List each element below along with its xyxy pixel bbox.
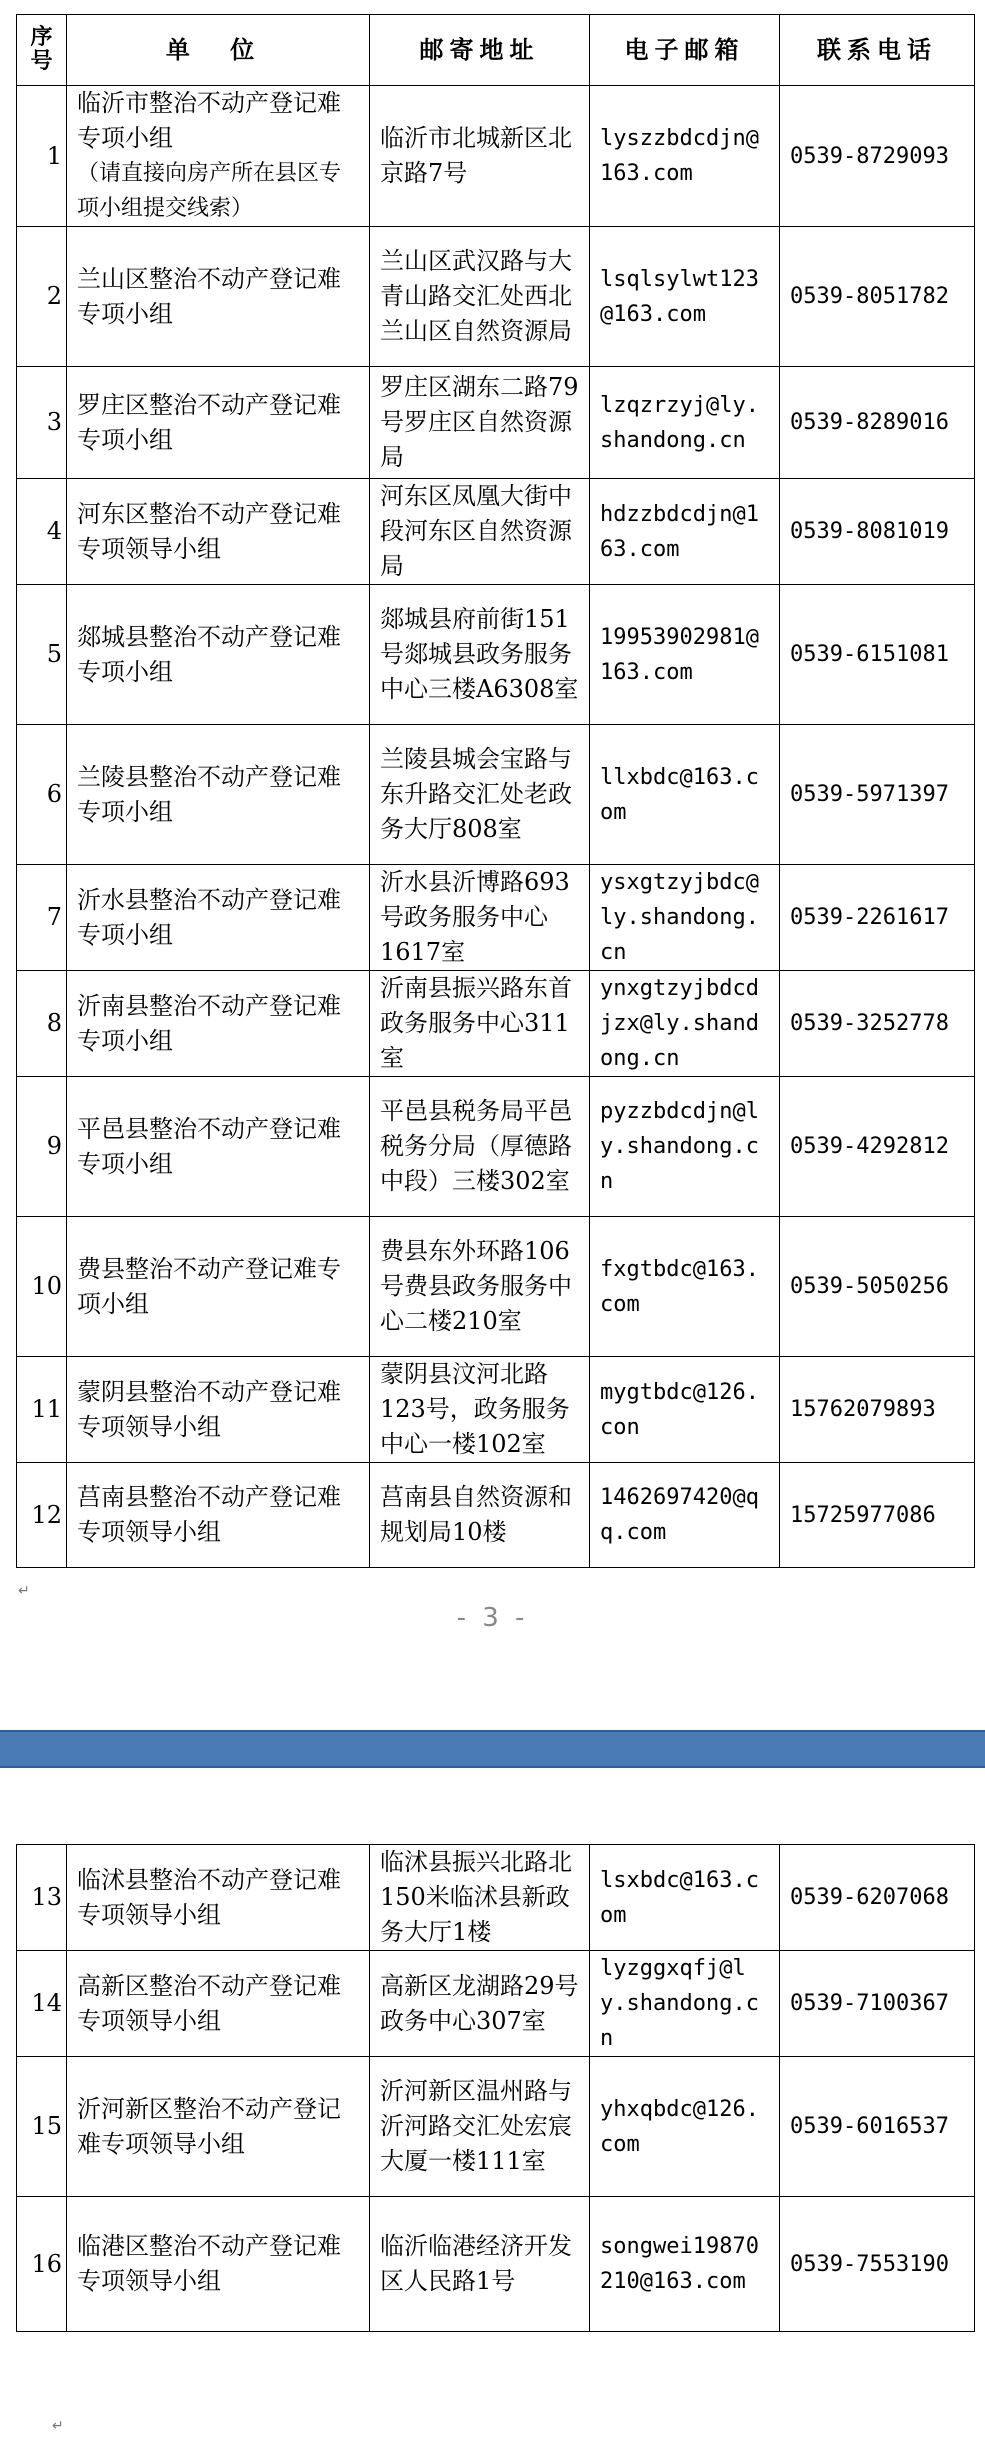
table-row <box>17 971 975 1077</box>
phone-number: 0539-5050256 <box>780 1217 975 1357</box>
email-address: lsxbdc@163.com <box>590 1845 780 1951</box>
phone-number: 0539-4292812 <box>780 1077 975 1217</box>
email-address: songwei19870210@163.com <box>590 2197 780 2332</box>
table-row <box>17 1951 975 2057</box>
unit-name <box>67 227 370 367</box>
row-number: 1 <box>17 86 67 227</box>
phone-number: 0539-8081019 <box>780 479 975 585</box>
email-address: lyszzbdcdjn@163.com <box>590 86 780 227</box>
email-address: mygtbdc@126.con <box>590 1357 780 1463</box>
email-address: lsqlsylwt123@163.com <box>590 227 780 367</box>
header-phone: 联系电话 <box>780 15 975 86</box>
unit-name <box>67 1845 370 1951</box>
unit-name-text: 兰山区整治不动产登记难专项小组 <box>77 264 341 328</box>
mailing-address: 临沂市北城新区北京路7号 <box>370 86 590 227</box>
phone-number: 0539-6016537 <box>780 2057 975 2197</box>
mailing-address: 临沭县振兴北路北150米临沭县新政务大厅1楼 <box>370 1845 590 1951</box>
table-row <box>17 2057 975 2197</box>
mailing-address: 蒙阴县汶河北路123号，政务服务中心一楼102室 <box>370 1357 590 1463</box>
mailing-address: 沂南县振兴路东首政务服务中心311室 <box>370 971 590 1077</box>
phone-number: 0539-8051782 <box>780 227 975 367</box>
contact-table-page-2 <box>16 1844 975 2332</box>
unit-name <box>67 865 370 971</box>
unit-name <box>67 1463 370 1568</box>
phone-number: 15725977086 <box>780 1463 975 1568</box>
email-address: lzqzrzyj@ly.shandong.cn <box>590 367 780 479</box>
table-row <box>17 1217 975 1357</box>
mailing-address: 河东区凤凰大街中段河东区自然资源局 <box>370 479 590 585</box>
unit-name <box>67 1217 370 1357</box>
table-row <box>17 479 975 585</box>
mailing-address: 沂水县沂博路693号政务服务中心1617室 <box>370 865 590 971</box>
email-address: pyzzbdcdjn@ly.shandong.cn <box>590 1077 780 1217</box>
email-address: 1462697420@qq.com <box>590 1463 780 1568</box>
row-number: 4 <box>17 479 67 585</box>
table-row <box>17 2197 975 2332</box>
unit-name <box>67 479 370 585</box>
table-header-row <box>17 15 975 86</box>
phone-number: 0539-7553190 <box>780 2197 975 2332</box>
row-number: 8 <box>17 971 67 1077</box>
unit-name-text: 高新区整治不动产登记难专项领导小组 <box>77 1971 341 2035</box>
phone-number: 0539-7100367 <box>780 1951 975 2057</box>
unit-name <box>67 1951 370 2057</box>
row-number: 10 <box>17 1217 67 1357</box>
table-row <box>17 725 975 865</box>
unit-name <box>67 725 370 865</box>
row-number: 9 <box>17 1077 67 1217</box>
mailing-address: 罗庄区湖东二路79号罗庄区自然资源局 <box>370 367 590 479</box>
paragraph-mark: ↵ <box>18 1583 30 1599</box>
email-address: yhxqbdc@126.com <box>590 2057 780 2197</box>
row-number: 11 <box>17 1357 67 1463</box>
table-row <box>17 1077 975 1217</box>
unit-name-text: 兰陵县整治不动产登记难专项小组 <box>77 762 341 826</box>
unit-name <box>67 1357 370 1463</box>
paragraph-mark: ↵ <box>52 2418 64 2434</box>
header-unit: 单 位 <box>67 15 370 86</box>
mailing-address: 沂河新区温州路与沂河路交汇处宏宸大厦一楼111室 <box>370 2057 590 2197</box>
phone-number: 15762079893 <box>780 1357 975 1463</box>
row-number: 7 <box>17 865 67 971</box>
header-seq: 序号 <box>17 15 67 86</box>
mailing-address: 莒南县自然资源和规划局10楼 <box>370 1463 590 1568</box>
contact-table-page-1 <box>16 14 975 1568</box>
row-number: 14 <box>17 1951 67 2057</box>
unit-name-text: 蒙阴县整治不动产登记难专项领导小组 <box>77 1377 341 1441</box>
row-number: 2 <box>17 227 67 367</box>
unit-name-text: 郯城县整治不动产登记难专项小组 <box>77 622 341 686</box>
table-row <box>17 585 975 725</box>
unit-name <box>67 971 370 1077</box>
mailing-address: 郯城县府前街151号郯城县政务服务中心三楼A6308室 <box>370 585 590 725</box>
unit-name-text: 沂水县整治不动产登记难专项小组 <box>77 885 341 949</box>
mailing-address: 兰陵县城会宝路与东升路交汇处老政务大厅808室 <box>370 725 590 865</box>
row-number: 6 <box>17 725 67 865</box>
unit-name-text: 临港区整治不动产登记难专项领导小组 <box>77 2232 341 2295</box>
table-row <box>17 86 975 227</box>
phone-number: 0539-3252778 <box>780 971 975 1077</box>
mailing-address: 费县东外环路106号费县政务服务中心二楼210室 <box>370 1217 590 1357</box>
row-number: 15 <box>17 2057 67 2197</box>
unit-name <box>67 2197 370 2332</box>
unit-name-text: 河东区整治不动产登记难专项领导小组 <box>77 499 341 563</box>
mailing-address: 兰山区武汉路与大青山路交汇处西北兰山区自然资源局 <box>370 227 590 367</box>
unit-name <box>67 367 370 479</box>
table-row <box>17 1845 975 1951</box>
phone-number: 0539-5971397 <box>780 725 975 865</box>
unit-name-text: 平邑县整治不动产登记难专项小组 <box>77 1114 341 1178</box>
unit-name-text: 莒南县整治不动产登记难专项领导小组 <box>77 1483 341 1546</box>
email-address: lyzggxqfj@ly.shandong.cn <box>590 1951 780 2057</box>
email-address: ysxgtzyjbdc@ly.shandong.cn <box>590 865 780 971</box>
unit-name-text: 罗庄区整治不动产登记难专项小组 <box>77 390 341 454</box>
table-row <box>17 227 975 367</box>
unit-name <box>67 1077 370 1217</box>
unit-name-text: 沂南县整治不动产登记难专项小组 <box>77 991 341 1055</box>
row-number: 3 <box>17 367 67 479</box>
table-row <box>17 1463 975 1568</box>
unit-name-text: 沂河新区整治不动产登记难专项领导小组 <box>77 2094 341 2158</box>
row-number: 16 <box>17 2197 67 2332</box>
unit-name <box>67 2057 370 2197</box>
email-address: fxgtbdc@163.com <box>590 1217 780 1357</box>
table-row <box>17 865 975 971</box>
unit-note: （请直接向房产所在县区专项小组提交线索） <box>77 161 342 221</box>
mailing-address: 高新区龙湖路29号政务中心307室 <box>370 1951 590 2057</box>
mailing-address: 临沂临港经济开发区人民路1号 <box>370 2197 590 2332</box>
unit-name <box>67 86 370 227</box>
table-row <box>17 1357 975 1463</box>
email-address: ynxgtzyjbdcdjzx@ly.shandong.cn <box>590 971 780 1077</box>
mailing-address: 平邑县税务局平邑税务分局（厚德路中段）三楼302室 <box>370 1077 590 1217</box>
phone-number: 0539-6151081 <box>780 585 975 725</box>
email-address: llxbdc@163.com <box>590 725 780 865</box>
row-number: 5 <box>17 585 67 725</box>
document-page-4 <box>0 1768 985 2463</box>
header-email: 电子邮箱 <box>590 15 780 86</box>
phone-number: 0539-2261617 <box>780 865 975 971</box>
page-number: - 3 - <box>456 1603 529 1633</box>
unit-name <box>67 585 370 725</box>
page-separator <box>0 1730 985 1768</box>
unit-name-text: 临沭县整治不动产登记难专项领导小组 <box>77 1865 341 1929</box>
email-address: 19953902981@163.com <box>590 585 780 725</box>
row-number: 13 <box>17 1845 67 1951</box>
unit-name-text: 费县整治不动产登记难专项小组 <box>77 1254 341 1318</box>
header-address: 邮寄地址 <box>370 15 590 86</box>
row-number: 12 <box>17 1463 67 1568</box>
table-row <box>17 367 975 479</box>
phone-number: 0539-8289016 <box>780 367 975 479</box>
phone-number: 0539-8729093 <box>780 86 975 227</box>
phone-number: 0539-6207068 <box>780 1845 975 1951</box>
email-address: hdzzbdcdjn@163.com <box>590 479 780 585</box>
unit-name-text: 临沂市整治不动产登记难专项小组 <box>77 89 341 152</box>
